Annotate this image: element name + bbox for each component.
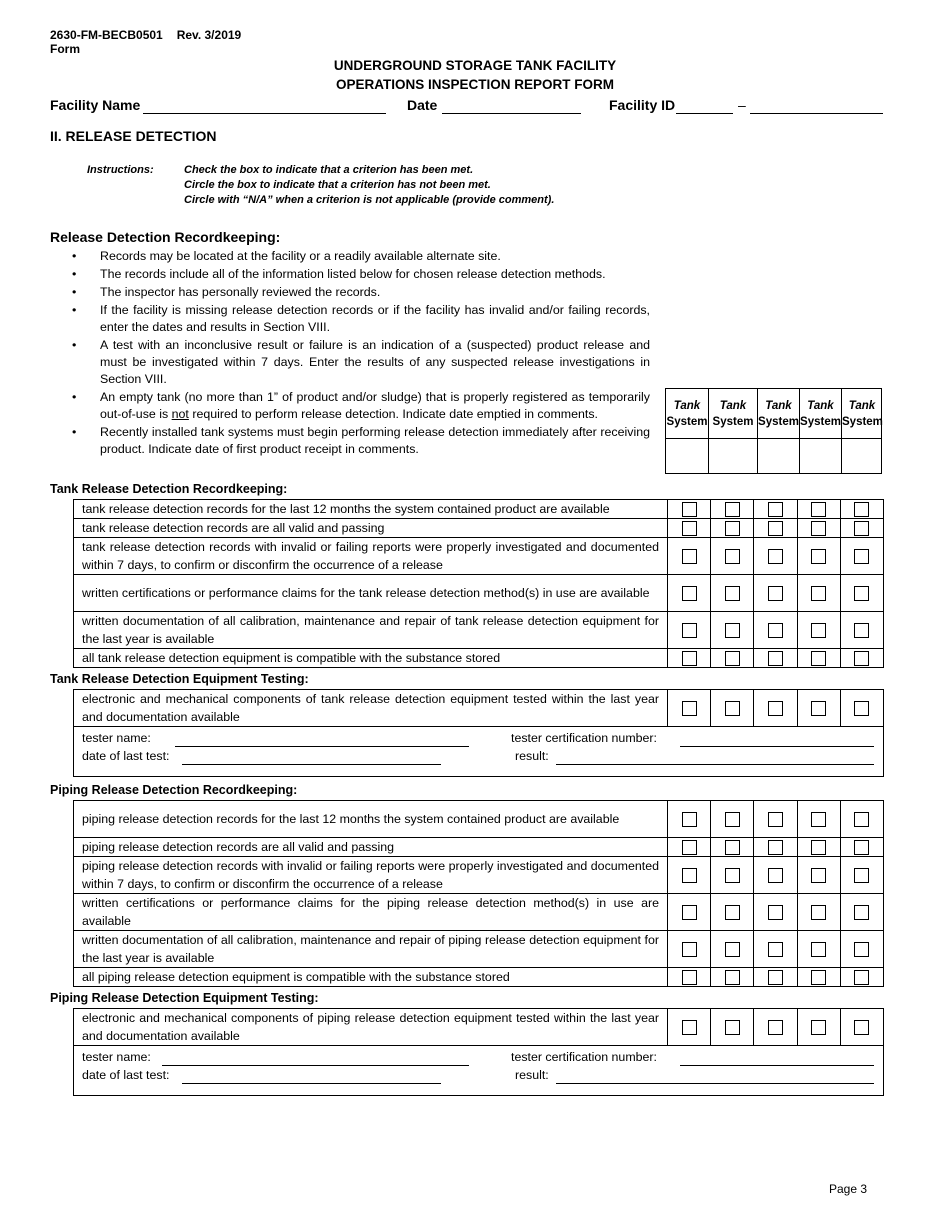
criterion-checkbox[interactable] xyxy=(811,549,826,564)
criterion-text: all piping release detection equipment is compatible with the substance stored xyxy=(74,968,668,987)
bullet-item: • If the facility is missing release detection records or if the facility has invalid and/or failing records, enter the dates and results in Section VIII. xyxy=(50,302,650,336)
criterion-text: piping release detection records with invalid or failing reports were properly investigated and documented within 7 days, to confirm or disconfirm the occurrence of a release xyxy=(74,857,668,894)
table-row xyxy=(74,538,884,575)
criterion-checkbox[interactable] xyxy=(768,623,783,638)
criterion-checkbox[interactable] xyxy=(811,651,826,666)
tank-testing-table xyxy=(73,689,884,727)
criterion-checkbox[interactable] xyxy=(768,586,783,601)
criterion-checkbox[interactable] xyxy=(854,623,869,638)
form-word: Form xyxy=(50,42,80,56)
instruction-line: Check the box to indicate that a criterion has been met. xyxy=(184,164,474,176)
criterion-checkbox[interactable] xyxy=(725,1020,740,1035)
section-title: II. RELEASE DETECTION xyxy=(50,128,217,144)
date-of-last-test-label: date of last test: xyxy=(82,749,170,763)
criterion-checkbox[interactable] xyxy=(725,521,740,536)
form-code: 2630-FM-BECB0501 xyxy=(50,28,163,42)
tank-tester-info xyxy=(73,726,884,777)
piping-tester-info xyxy=(73,1045,884,1096)
criterion-checkbox[interactable] xyxy=(725,623,740,638)
criterion-checkbox[interactable] xyxy=(854,812,869,827)
criterion-checkbox[interactable] xyxy=(682,549,697,564)
criterion-checkbox[interactable] xyxy=(811,623,826,638)
criterion-checkbox[interactable] xyxy=(768,970,783,985)
criterion-checkbox[interactable] xyxy=(768,549,783,564)
tank-recordkeeping-title: Tank Release Detection Recordkeeping: xyxy=(50,482,288,496)
criterion-checkbox[interactable] xyxy=(768,701,783,716)
table-row xyxy=(74,857,884,894)
criterion-checkbox[interactable] xyxy=(725,868,740,883)
criterion-checkbox[interactable] xyxy=(682,651,697,666)
tester-cert-field[interactable] xyxy=(680,746,874,747)
bullet-item: • The records include all of the information listed below for chosen release detection methods. xyxy=(50,266,650,283)
facility-row xyxy=(50,97,884,117)
date-of-last-test-field[interactable] xyxy=(182,1083,441,1084)
criterion-text: written documentation of all calibration, maintenance and repair of piping release detection equipment for the last year is available xyxy=(74,931,668,968)
criterion-checkbox[interactable] xyxy=(854,840,869,855)
bullet-item: • An empty tank (no more than 1” of product and/or sludge) that is properly registered as temporarily out-of-use is not required to perform release detection. Indicate date emptied in comments. xyxy=(50,389,650,423)
facility-id-field-1[interactable] xyxy=(676,113,733,114)
tank-system-column: Tank System xyxy=(841,389,882,473)
criterion-checkbox[interactable] xyxy=(725,701,740,716)
criterion-checkbox[interactable] xyxy=(811,812,826,827)
criterion-checkbox[interactable] xyxy=(682,905,697,920)
criterion-checkbox[interactable] xyxy=(682,521,697,536)
criterion-checkbox[interactable] xyxy=(682,701,697,716)
criterion-text: piping release detection records for the last 12 months the system contained product are available xyxy=(74,801,668,838)
criterion-checkbox[interactable] xyxy=(854,942,869,957)
title-line-1: UNDERGROUND STORAGE TANK FACILITY xyxy=(333,58,617,73)
recordkeeping-bullets xyxy=(50,248,650,459)
tank-system-header-table xyxy=(665,388,882,474)
tank-system-column: Tank System xyxy=(708,389,757,473)
criterion-checkbox[interactable] xyxy=(682,502,697,517)
criterion-checkbox[interactable] xyxy=(768,942,783,957)
table-row xyxy=(74,612,884,649)
criterion-checkbox[interactable] xyxy=(725,970,740,985)
criterion-checkbox[interactable] xyxy=(725,502,740,517)
table-row xyxy=(74,801,884,838)
facility-id-label: Facility ID xyxy=(609,97,676,113)
table-row xyxy=(74,500,884,519)
result-label: result: xyxy=(515,1068,549,1082)
criterion-checkbox[interactable] xyxy=(682,586,697,601)
criterion-checkbox[interactable] xyxy=(854,586,869,601)
bullet-item: • Records may be located at the facility or a readily available alternate site. xyxy=(50,248,650,265)
piping-testing-title: Piping Release Detection Equipment Testing: xyxy=(50,991,319,1005)
result-field[interactable] xyxy=(556,1083,874,1084)
criterion-checkbox[interactable] xyxy=(682,868,697,883)
tester-cert-label: tester certification number: xyxy=(511,1050,657,1064)
page-number: Page 3 xyxy=(829,1182,868,1196)
tank-system-column: Tank System xyxy=(799,389,841,473)
criterion-text: tank release detection records with invalid or failing reports were properly investigated and documented within 7 days, to confirm or disconfirm the occurrence of a release xyxy=(74,538,668,575)
criterion-text: electronic and mechanical components of piping release detection equipment tested within the last year and documentation available xyxy=(74,1009,668,1046)
criterion-checkbox[interactable] xyxy=(725,905,740,920)
criterion-checkbox[interactable] xyxy=(768,1020,783,1035)
criterion-checkbox[interactable] xyxy=(854,1020,869,1035)
criterion-text: written certifications or performance claims for the tank release detection method(s) in use are available xyxy=(74,575,668,612)
criterion-checkbox[interactable] xyxy=(811,701,826,716)
criterion-checkbox[interactable] xyxy=(682,623,697,638)
criterion-checkbox[interactable] xyxy=(854,701,869,716)
tester-name-label: tester name: xyxy=(82,1050,151,1064)
criterion-checkbox[interactable] xyxy=(768,905,783,920)
criterion-checkbox[interactable] xyxy=(725,549,740,564)
criterion-text: piping release detection records are all valid and passing xyxy=(74,838,668,857)
tester-cert-label: tester certification number: xyxy=(511,731,657,745)
criterion-text: tank release detection records for the last 12 months the system contained product are available xyxy=(74,500,668,519)
facility-name-label: Facility Name xyxy=(50,97,141,113)
criterion-checkbox[interactable] xyxy=(811,868,826,883)
criterion-checkbox[interactable] xyxy=(768,651,783,666)
criterion-checkbox[interactable] xyxy=(811,840,826,855)
criterion-checkbox[interactable] xyxy=(768,840,783,855)
criterion-checkbox[interactable] xyxy=(811,905,826,920)
table-row xyxy=(74,519,884,538)
table-row xyxy=(74,690,884,727)
criterion-checkbox[interactable] xyxy=(725,812,740,827)
facility-id-dash: – xyxy=(738,97,746,113)
criterion-checkbox[interactable] xyxy=(768,868,783,883)
criterion-checkbox[interactable] xyxy=(811,502,826,517)
piping-testing-table xyxy=(73,1008,884,1046)
form-code-block xyxy=(50,28,241,56)
date-field[interactable] xyxy=(442,113,581,114)
tank-testing-title: Tank Release Detection Equipment Testing: xyxy=(50,672,309,686)
table-row xyxy=(74,968,884,987)
criterion-text: written certifications or performance claims for the piping release detection method(s) in use are available xyxy=(74,894,668,931)
criterion-checkbox[interactable] xyxy=(854,521,869,536)
criterion-checkbox[interactable] xyxy=(854,970,869,985)
criterion-checkbox[interactable] xyxy=(682,840,697,855)
table-row xyxy=(74,1009,884,1046)
bullet-item: • A test with an inconclusive result or failure is an indication of a (suspected) product release and must be investigated within 7 days. Enter the results of any suspected release investigations in Section VIII. xyxy=(50,337,650,388)
instructions-label: Instructions: xyxy=(87,164,154,176)
table-row xyxy=(74,575,884,612)
date-of-last-test-label: date of last test: xyxy=(82,1068,170,1082)
underlined-not: not xyxy=(171,407,189,421)
recordkeeping-heading: Release Detection Recordkeeping: xyxy=(50,229,281,245)
criterion-text: written documentation of all calibration, maintenance and repair of tank release detection equipment for the last year is available xyxy=(74,612,668,649)
criterion-text: all tank release detection equipment is compatible with the substance stored xyxy=(74,649,668,668)
page-title xyxy=(0,56,950,94)
tester-cert-field[interactable] xyxy=(680,1065,874,1066)
date-label: Date xyxy=(407,97,438,113)
table-row xyxy=(74,649,884,668)
criterion-checkbox[interactable] xyxy=(854,549,869,564)
criterion-checkbox[interactable] xyxy=(811,586,826,601)
table-row xyxy=(74,931,884,968)
criterion-checkbox[interactable] xyxy=(854,502,869,517)
criterion-checkbox[interactable] xyxy=(811,1020,826,1035)
instruction-line: Circle with “N/A” when a criterion is not applicable (provide comment). xyxy=(184,194,555,206)
result-label: result: xyxy=(515,749,549,763)
criterion-text: tank release detection records are all valid and passing xyxy=(74,519,668,538)
criterion-checkbox[interactable] xyxy=(682,812,697,827)
tester-name-field[interactable] xyxy=(162,1065,469,1066)
piping-recordkeeping-table xyxy=(73,800,884,987)
date-of-last-test-field[interactable] xyxy=(182,764,441,765)
criterion-checkbox[interactable] xyxy=(725,840,740,855)
table-row xyxy=(74,894,884,931)
criterion-checkbox[interactable] xyxy=(682,942,697,957)
tank-recordkeeping-table xyxy=(73,499,884,668)
tank-system-column: Tank System xyxy=(666,389,708,473)
criterion-checkbox[interactable] xyxy=(725,651,740,666)
criterion-checkbox[interactable] xyxy=(725,942,740,957)
tank-system-column: Tank System xyxy=(757,389,799,473)
tester-name-field[interactable] xyxy=(175,746,469,747)
title-line-2: OPERATIONS INSPECTION REPORT FORM xyxy=(335,77,614,92)
criterion-checkbox[interactable] xyxy=(854,868,869,883)
instruction-line: Circle the box to indicate that a criterion has not been met. xyxy=(184,179,491,191)
criterion-checkbox[interactable] xyxy=(768,521,783,536)
result-field[interactable] xyxy=(556,764,874,765)
bullet-item: • The inspector has personally reviewed the records. xyxy=(50,284,650,301)
form-revision: Rev. 3/2019 xyxy=(176,28,242,42)
tester-name-label: tester name: xyxy=(82,731,151,745)
criterion-checkbox[interactable] xyxy=(854,651,869,666)
criterion-checkbox[interactable] xyxy=(682,1020,697,1035)
criterion-checkbox[interactable] xyxy=(768,502,783,517)
criterion-checkbox[interactable] xyxy=(811,942,826,957)
piping-recordkeeping-title: Piping Release Detection Recordkeeping: xyxy=(50,783,298,797)
criterion-text: electronic and mechanical components of tank release detection equipment tested within the last year and documentation available xyxy=(74,690,668,727)
facility-name-field[interactable] xyxy=(143,113,386,114)
criterion-checkbox[interactable] xyxy=(854,905,869,920)
criterion-checkbox[interactable] xyxy=(725,586,740,601)
criterion-checkbox[interactable] xyxy=(811,521,826,536)
table-row xyxy=(74,838,884,857)
criterion-checkbox[interactable] xyxy=(811,970,826,985)
bullet-item: • Recently installed tank systems must begin performing release detection immediately after receiving product. Indicate date of first product receipt in comments. xyxy=(50,424,650,458)
facility-id-field-2[interactable] xyxy=(750,113,883,114)
criterion-checkbox[interactable] xyxy=(768,812,783,827)
criterion-checkbox[interactable] xyxy=(682,970,697,985)
